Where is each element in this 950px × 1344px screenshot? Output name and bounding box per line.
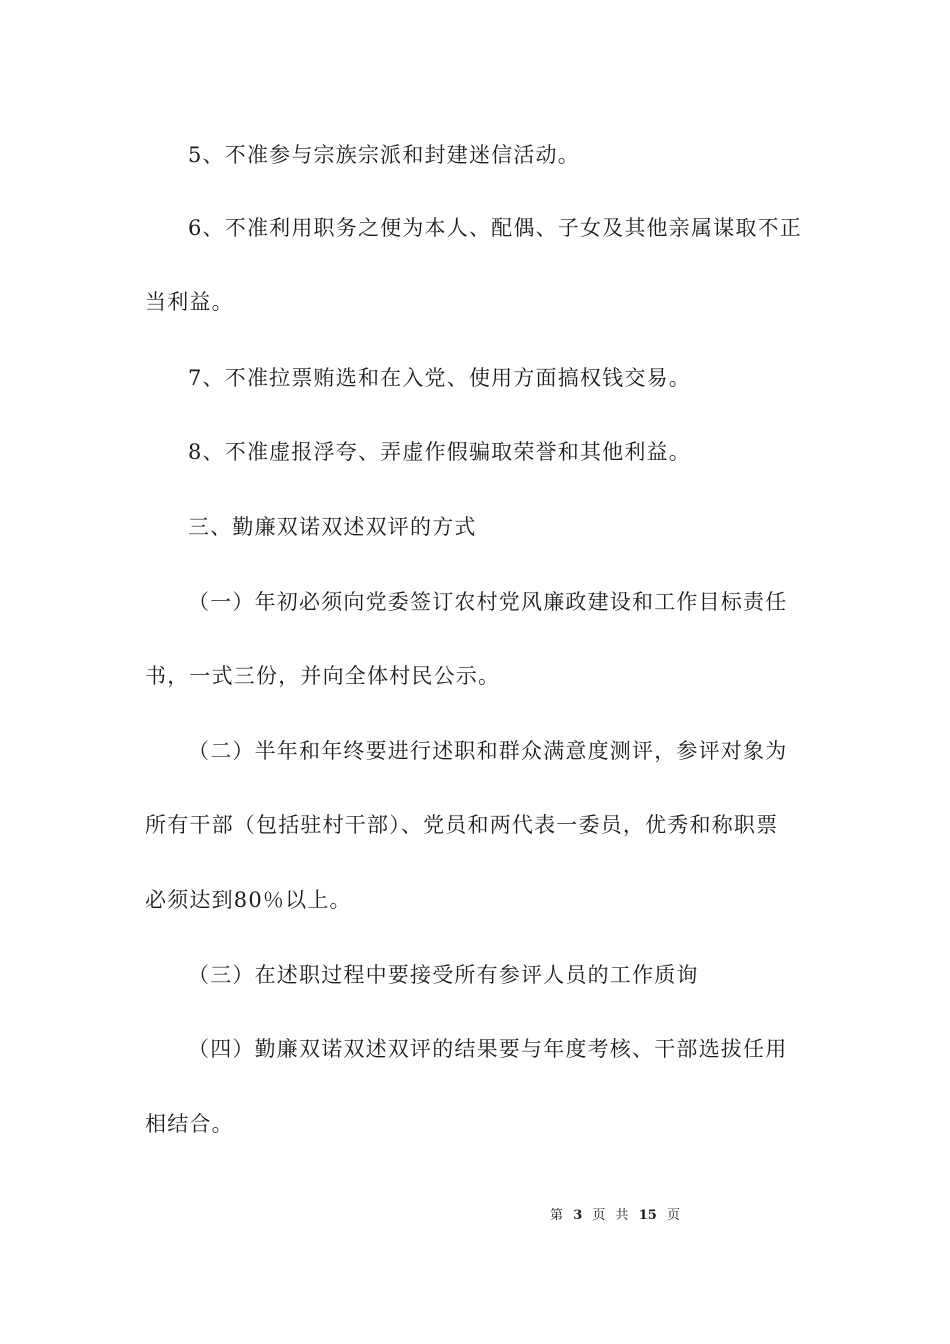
paragraph-line: 必须达到80％以上。 — [145, 888, 352, 912]
footer-page-word: 页 — [592, 1208, 606, 1223]
paragraph-line: 当利益。 — [145, 290, 234, 314]
total-page-number: 15 — [638, 1208, 657, 1223]
paragraph-line: （一）年初必须向党委签订农村党风廉政建设和工作目标责任 — [188, 590, 788, 614]
section-heading: 三、勤廉双诺双述双评的方式 — [188, 515, 477, 539]
footer-total-word: 共 — [615, 1208, 629, 1223]
paragraph-line: （二）半年和年终要进行述职和群众满意度测评，参评对象为 — [188, 739, 788, 763]
footer-suffix: 页 — [666, 1208, 680, 1223]
page-footer — [0, 1207, 950, 1225]
paragraph-line: 8、不准虚报浮夸、弄虚作假骗取荣誉和其他利益。 — [188, 440, 691, 464]
paragraph-line: 6、不准利用职务之便为本人、配偶、子女及其他亲属谋取不正 — [188, 216, 802, 240]
paragraph-line: 书，一式三份，并向全体村民公示。 — [145, 664, 501, 688]
footer-prefix: 第 — [550, 1208, 564, 1223]
paragraph-line: 相结合。 — [145, 1112, 234, 1136]
paragraph-line: （四）勤廉双诺双述双评的结果要与年度考核、干部选拔任用 — [188, 1037, 788, 1061]
current-page-number: 3 — [573, 1208, 583, 1223]
paragraph-line: 所有干部（包括驻村干部）、党员和两代表一委员，优秀和称职票 — [145, 813, 779, 837]
paragraph-line: 7、不准拉票贿选和在入党、使用方面搞权钱交易。 — [188, 366, 691, 390]
paragraph-line: （三）在述职过程中要接受所有参评人员的工作质询 — [188, 963, 699, 987]
paragraph-line: 5、不准参与宗族宗派和封建迷信活动。 — [188, 143, 580, 167]
